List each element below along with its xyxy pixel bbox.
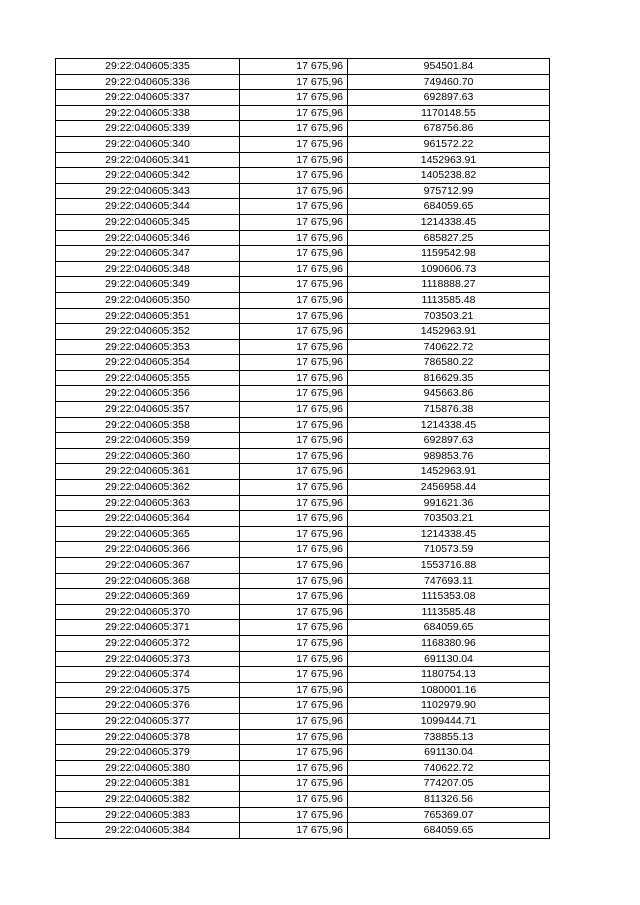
cadastral-number-cell: 29:22:040605:342 bbox=[56, 168, 240, 184]
table-row bbox=[56, 370, 550, 386]
area-cell: 17 675,96 bbox=[240, 417, 348, 433]
table-row bbox=[56, 308, 550, 324]
table-row bbox=[56, 230, 550, 246]
table-row bbox=[56, 433, 550, 449]
table-row bbox=[56, 667, 550, 683]
cadastral-number-cell: 29:22:040605:374 bbox=[56, 667, 240, 683]
value-cell: 1452963.91 bbox=[348, 464, 550, 480]
cadastral-number-cell: 29:22:040605:356 bbox=[56, 386, 240, 402]
area-cell: 17 675,96 bbox=[240, 59, 348, 75]
cadastral-number-cell: 29:22:040605:359 bbox=[56, 433, 240, 449]
cadastral-number-cell: 29:22:040605:361 bbox=[56, 464, 240, 480]
value-cell: 961572.22 bbox=[348, 136, 550, 152]
cadastral-number-cell: 29:22:040605:380 bbox=[56, 760, 240, 776]
cadastral-number-cell: 29:22:040605:348 bbox=[56, 261, 240, 277]
value-cell: 740622.72 bbox=[348, 760, 550, 776]
value-cell: 715876.38 bbox=[348, 402, 550, 418]
cadastral-number-cell: 29:22:040605:367 bbox=[56, 558, 240, 574]
cadastral-number-cell: 29:22:040605:354 bbox=[56, 355, 240, 371]
table-row bbox=[56, 448, 550, 464]
value-cell: 684059.65 bbox=[348, 620, 550, 636]
table-row bbox=[56, 277, 550, 293]
table-row bbox=[56, 573, 550, 589]
cadastral-number-cell: 29:22:040605:347 bbox=[56, 246, 240, 262]
value-cell: 811326.56 bbox=[348, 791, 550, 807]
area-cell: 17 675,96 bbox=[240, 511, 348, 527]
cadastral-number-cell: 29:22:040605:366 bbox=[56, 542, 240, 558]
cadastral-number-cell: 29:22:040605:378 bbox=[56, 729, 240, 745]
value-cell: 1118888.27 bbox=[348, 277, 550, 293]
document-page bbox=[55, 58, 550, 839]
area-cell: 17 675,96 bbox=[240, 745, 348, 761]
area-cell: 17 675,96 bbox=[240, 823, 348, 839]
cadastral-number-cell: 29:22:040605:376 bbox=[56, 698, 240, 714]
table-row bbox=[56, 168, 550, 184]
value-cell: 1168380.96 bbox=[348, 635, 550, 651]
value-cell: 678756.86 bbox=[348, 121, 550, 137]
value-cell: 954501.84 bbox=[348, 59, 550, 75]
area-cell: 17 675,96 bbox=[240, 495, 348, 511]
table-row bbox=[56, 105, 550, 121]
area-cell: 17 675,96 bbox=[240, 339, 348, 355]
value-cell: 747693.11 bbox=[348, 573, 550, 589]
area-cell: 17 675,96 bbox=[240, 324, 348, 340]
table-row bbox=[56, 713, 550, 729]
value-cell: 1452963.91 bbox=[348, 324, 550, 340]
area-cell: 17 675,96 bbox=[240, 136, 348, 152]
cadastral-number-cell: 29:22:040605:357 bbox=[56, 402, 240, 418]
area-cell: 17 675,96 bbox=[240, 464, 348, 480]
value-cell: 749460.70 bbox=[348, 74, 550, 90]
value-cell: 1099444.71 bbox=[348, 713, 550, 729]
value-cell: 816629.35 bbox=[348, 370, 550, 386]
cadastral-number-cell: 29:22:040605:373 bbox=[56, 651, 240, 667]
cadastral-number-cell: 29:22:040605:362 bbox=[56, 480, 240, 496]
area-cell: 17 675,96 bbox=[240, 121, 348, 137]
cadastral-number-cell: 29:22:040605:346 bbox=[56, 230, 240, 246]
cadastral-number-cell: 29:22:040605:360 bbox=[56, 448, 240, 464]
area-cell: 17 675,96 bbox=[240, 402, 348, 418]
cadastral-number-cell: 29:22:040605:383 bbox=[56, 807, 240, 823]
table-row bbox=[56, 121, 550, 137]
area-cell: 17 675,96 bbox=[240, 713, 348, 729]
value-cell: 975712.99 bbox=[348, 183, 550, 199]
value-cell: 740622.72 bbox=[348, 339, 550, 355]
table-row bbox=[56, 355, 550, 371]
table-row bbox=[56, 417, 550, 433]
table-row bbox=[56, 136, 550, 152]
table-row bbox=[56, 682, 550, 698]
cadastral-number-cell: 29:22:040605:338 bbox=[56, 105, 240, 121]
value-cell: 1180754.13 bbox=[348, 667, 550, 683]
area-cell: 17 675,96 bbox=[240, 776, 348, 792]
value-cell: 1102979.90 bbox=[348, 698, 550, 714]
area-cell: 17 675,96 bbox=[240, 105, 348, 121]
cadastral-number-cell: 29:22:040605:363 bbox=[56, 495, 240, 511]
area-cell: 17 675,96 bbox=[240, 90, 348, 106]
value-cell: 692897.63 bbox=[348, 90, 550, 106]
value-cell: 1452963.91 bbox=[348, 152, 550, 168]
value-cell: 1214338.45 bbox=[348, 214, 550, 230]
area-cell: 17 675,96 bbox=[240, 698, 348, 714]
table-row bbox=[56, 760, 550, 776]
cadastral-number-cell: 29:22:040605:349 bbox=[56, 277, 240, 293]
area-cell: 17 675,96 bbox=[240, 651, 348, 667]
cadastral-number-cell: 29:22:040605:337 bbox=[56, 90, 240, 106]
table-row bbox=[56, 386, 550, 402]
area-cell: 17 675,96 bbox=[240, 604, 348, 620]
cadastral-number-cell: 29:22:040605:377 bbox=[56, 713, 240, 729]
cadastral-number-cell: 29:22:040605:355 bbox=[56, 370, 240, 386]
table-row bbox=[56, 823, 550, 839]
area-cell: 17 675,96 bbox=[240, 355, 348, 371]
area-cell: 17 675,96 bbox=[240, 214, 348, 230]
cadastral-number-cell: 29:22:040605:364 bbox=[56, 511, 240, 527]
table-row bbox=[56, 542, 550, 558]
cadastral-number-cell: 29:22:040605:353 bbox=[56, 339, 240, 355]
table-row bbox=[56, 183, 550, 199]
area-cell: 17 675,96 bbox=[240, 760, 348, 776]
value-cell: 989853.76 bbox=[348, 448, 550, 464]
cadastral-number-cell: 29:22:040605:370 bbox=[56, 604, 240, 620]
area-cell: 17 675,96 bbox=[240, 620, 348, 636]
area-cell: 17 675,96 bbox=[240, 729, 348, 745]
area-cell: 17 675,96 bbox=[240, 230, 348, 246]
table-body bbox=[56, 59, 550, 839]
cadastral-number-cell: 29:22:040605:350 bbox=[56, 292, 240, 308]
table-row bbox=[56, 402, 550, 418]
value-cell: 703503.21 bbox=[348, 308, 550, 324]
value-cell: 1214338.45 bbox=[348, 417, 550, 433]
table-row bbox=[56, 745, 550, 761]
cadastral-number-cell: 29:22:040605:335 bbox=[56, 59, 240, 75]
table-row bbox=[56, 339, 550, 355]
table-row bbox=[56, 324, 550, 340]
cadastral-number-cell: 29:22:040605:336 bbox=[56, 74, 240, 90]
table-row bbox=[56, 152, 550, 168]
area-cell: 17 675,96 bbox=[240, 246, 348, 262]
value-cell: 945663.86 bbox=[348, 386, 550, 402]
area-cell: 17 675,96 bbox=[240, 168, 348, 184]
area-cell: 17 675,96 bbox=[240, 308, 348, 324]
cadastral-number-cell: 29:22:040605:382 bbox=[56, 791, 240, 807]
value-cell: 1405238.82 bbox=[348, 168, 550, 184]
area-cell: 17 675,96 bbox=[240, 370, 348, 386]
cadastral-number-cell: 29:22:040605:369 bbox=[56, 589, 240, 605]
value-cell: 692897.63 bbox=[348, 433, 550, 449]
area-cell: 17 675,96 bbox=[240, 635, 348, 651]
cadastral-number-cell: 29:22:040605:375 bbox=[56, 682, 240, 698]
cadastral-number-cell: 29:22:040605:345 bbox=[56, 214, 240, 230]
area-cell: 17 675,96 bbox=[240, 152, 348, 168]
area-cell: 17 675,96 bbox=[240, 480, 348, 496]
value-cell: 684059.65 bbox=[348, 199, 550, 215]
value-cell: 691130.04 bbox=[348, 651, 550, 667]
cadastral-number-cell: 29:22:040605:372 bbox=[56, 635, 240, 651]
value-cell: 691130.04 bbox=[348, 745, 550, 761]
table-row bbox=[56, 480, 550, 496]
value-cell: 1170148.55 bbox=[348, 105, 550, 121]
table-row bbox=[56, 791, 550, 807]
value-cell: 684059.65 bbox=[348, 823, 550, 839]
area-cell: 17 675,96 bbox=[240, 183, 348, 199]
value-cell: 1113585.48 bbox=[348, 604, 550, 620]
cadastral-number-cell: 29:22:040605:352 bbox=[56, 324, 240, 340]
cadastral-number-cell: 29:22:040605:384 bbox=[56, 823, 240, 839]
value-cell: 738855.13 bbox=[348, 729, 550, 745]
table-row bbox=[56, 558, 550, 574]
cadastral-number-cell: 29:22:040605:371 bbox=[56, 620, 240, 636]
table-row bbox=[56, 729, 550, 745]
value-cell: 1159542.98 bbox=[348, 246, 550, 262]
value-cell: 1553716.88 bbox=[348, 558, 550, 574]
table-row bbox=[56, 511, 550, 527]
area-cell: 17 675,96 bbox=[240, 199, 348, 215]
value-cell: 991621.36 bbox=[348, 495, 550, 511]
cadastral-number-cell: 29:22:040605:381 bbox=[56, 776, 240, 792]
table-row bbox=[56, 495, 550, 511]
cadastral-values-table bbox=[55, 58, 550, 839]
value-cell: 774207.05 bbox=[348, 776, 550, 792]
area-cell: 17 675,96 bbox=[240, 573, 348, 589]
table-row bbox=[56, 90, 550, 106]
area-cell: 17 675,96 bbox=[240, 667, 348, 683]
cadastral-number-cell: 29:22:040605:368 bbox=[56, 573, 240, 589]
cadastral-number-cell: 29:22:040605:343 bbox=[56, 183, 240, 199]
cadastral-number-cell: 29:22:040605:341 bbox=[56, 152, 240, 168]
value-cell: 685827.25 bbox=[348, 230, 550, 246]
area-cell: 17 675,96 bbox=[240, 791, 348, 807]
value-cell: 710573.59 bbox=[348, 542, 550, 558]
table-row bbox=[56, 651, 550, 667]
table-row bbox=[56, 807, 550, 823]
value-cell: 1113585.48 bbox=[348, 292, 550, 308]
cadastral-number-cell: 29:22:040605:339 bbox=[56, 121, 240, 137]
table-row bbox=[56, 589, 550, 605]
table-row bbox=[56, 464, 550, 480]
table-row bbox=[56, 776, 550, 792]
area-cell: 17 675,96 bbox=[240, 261, 348, 277]
value-cell: 2456958.44 bbox=[348, 480, 550, 496]
cadastral-number-cell: 29:22:040605:344 bbox=[56, 199, 240, 215]
area-cell: 17 675,96 bbox=[240, 526, 348, 542]
value-cell: 786580.22 bbox=[348, 355, 550, 371]
table-row bbox=[56, 292, 550, 308]
area-cell: 17 675,96 bbox=[240, 433, 348, 449]
table-row bbox=[56, 59, 550, 75]
value-cell: 1090606.73 bbox=[348, 261, 550, 277]
area-cell: 17 675,96 bbox=[240, 277, 348, 293]
area-cell: 17 675,96 bbox=[240, 558, 348, 574]
table-row bbox=[56, 526, 550, 542]
value-cell: 1214338.45 bbox=[348, 526, 550, 542]
table-row bbox=[56, 620, 550, 636]
cadastral-number-cell: 29:22:040605:365 bbox=[56, 526, 240, 542]
area-cell: 17 675,96 bbox=[240, 448, 348, 464]
area-cell: 17 675,96 bbox=[240, 589, 348, 605]
table-row bbox=[56, 261, 550, 277]
area-cell: 17 675,96 bbox=[240, 807, 348, 823]
table-row bbox=[56, 246, 550, 262]
area-cell: 17 675,96 bbox=[240, 542, 348, 558]
area-cell: 17 675,96 bbox=[240, 682, 348, 698]
cadastral-number-cell: 29:22:040605:358 bbox=[56, 417, 240, 433]
cadastral-number-cell: 29:22:040605:379 bbox=[56, 745, 240, 761]
value-cell: 703503.21 bbox=[348, 511, 550, 527]
table-row bbox=[56, 74, 550, 90]
area-cell: 17 675,96 bbox=[240, 292, 348, 308]
cadastral-number-cell: 29:22:040605:351 bbox=[56, 308, 240, 324]
value-cell: 765369.07 bbox=[348, 807, 550, 823]
area-cell: 17 675,96 bbox=[240, 74, 348, 90]
table-row bbox=[56, 604, 550, 620]
table-row bbox=[56, 698, 550, 714]
area-cell: 17 675,96 bbox=[240, 386, 348, 402]
table-row bbox=[56, 199, 550, 215]
cadastral-number-cell: 29:22:040605:340 bbox=[56, 136, 240, 152]
value-cell: 1115353.08 bbox=[348, 589, 550, 605]
value-cell: 1080001.16 bbox=[348, 682, 550, 698]
table-row bbox=[56, 635, 550, 651]
table-row bbox=[56, 214, 550, 230]
